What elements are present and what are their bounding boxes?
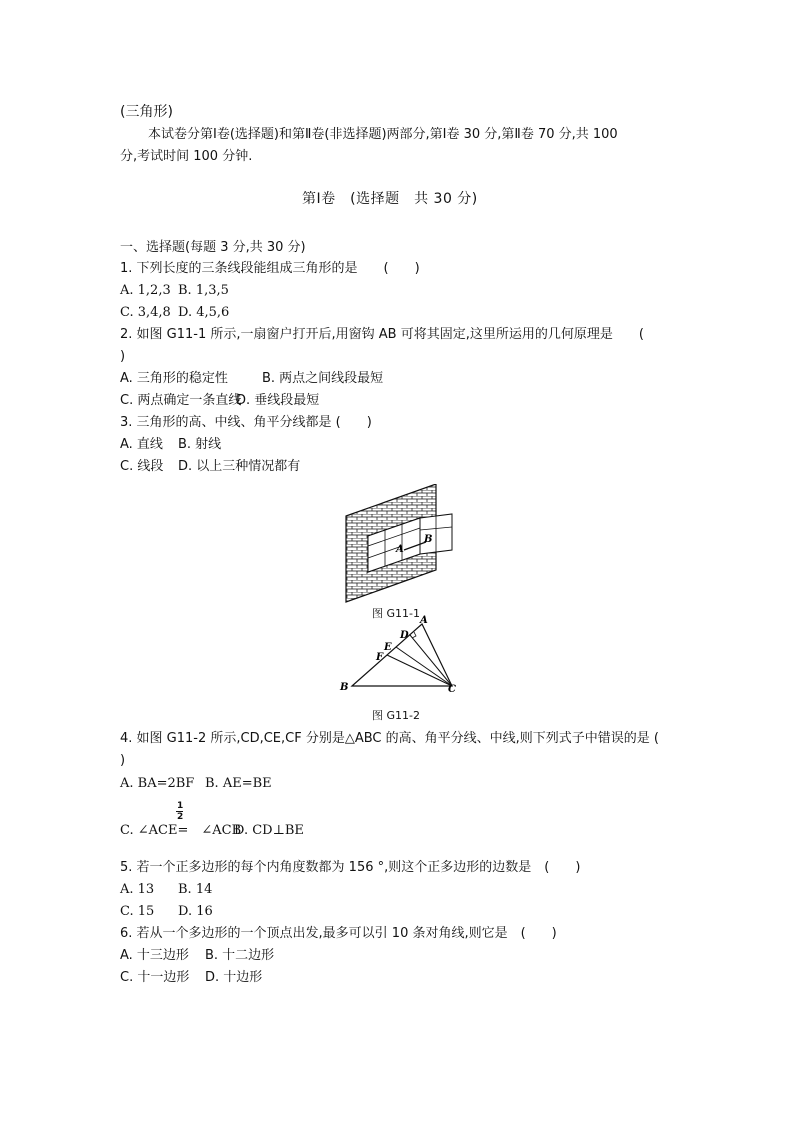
q4-stem: 4. 如图 G11-2 所示,CD,CE,CF 分别是△ABC 的高、角平分线、中线,则下列式子中错误的是 ( bbox=[120, 731, 659, 746]
q2-option-a: A. 三角形的稳定性 bbox=[120, 371, 228, 386]
figure-triangle bbox=[336, 614, 466, 696]
part1-title: 第Ⅰ卷 (选择题 共 30 分) bbox=[302, 191, 478, 207]
fig2-label-e: E bbox=[384, 642, 392, 653]
q5-option-d: D. 16 bbox=[178, 904, 213, 919]
fig2-label-c: C bbox=[448, 684, 456, 695]
fig2-label-f: F bbox=[376, 652, 384, 663]
fig2-caption: 图 G11-2 bbox=[372, 709, 420, 722]
q1-stem: 1. 下列长度的三条线段能组成三角形的是 ( ) bbox=[120, 261, 420, 276]
q2-option-b: B. 两点之间线段最短 bbox=[262, 371, 384, 386]
q2-option-d: D. 垂线段最短 bbox=[236, 393, 320, 408]
intro-line-2: 分,考试时间 100 分钟. bbox=[120, 149, 253, 164]
fig2-label-d: D bbox=[400, 630, 409, 641]
q4-option-c: C. ∠ACE= ∠ACB bbox=[120, 823, 242, 838]
q1-option-d: D. 4,5,6 bbox=[178, 305, 230, 320]
q4-option-b: B. AE=BE bbox=[205, 776, 272, 791]
fig1-label-a: A bbox=[396, 544, 404, 555]
fig1-caption: 图 G11-1 bbox=[372, 607, 420, 620]
q4-option-a: A. BA=2BF bbox=[120, 776, 195, 791]
q4-fraction-numerator: 1 bbox=[177, 801, 184, 811]
figure-window-wall bbox=[340, 484, 470, 604]
section1-heading: 一、选择题(每题 3 分,共 30 分) bbox=[120, 240, 306, 255]
q3-option-c: C. 线段 bbox=[120, 459, 164, 474]
q3-option-d: D. 以上三种情况都有 bbox=[178, 459, 301, 474]
segment-cf bbox=[387, 655, 452, 686]
q6-option-c: C. 十一边形 bbox=[120, 970, 190, 985]
fig2-label-b: B bbox=[340, 682, 349, 693]
q5-option-b: B. 14 bbox=[178, 882, 213, 897]
fig1-label-b: B bbox=[424, 534, 433, 545]
q6-option-d: D. 十边形 bbox=[205, 970, 263, 985]
q5-stem: 5. 若一个正多边形的每个内角度数都为 156 °,则这个正多边形的边数是 ( ) bbox=[120, 860, 581, 875]
q4-fraction-denominator: 2 bbox=[177, 812, 184, 822]
q2-stem-cont: ) bbox=[120, 349, 126, 364]
q4-option-d: D. CD⊥BE bbox=[234, 823, 304, 838]
fig2-label-a: A bbox=[420, 615, 428, 626]
q6-option-b: B. 十二边形 bbox=[205, 948, 275, 963]
doc-header: (三角形) bbox=[120, 104, 173, 120]
q2-stem: 2. 如图 G11-1 所示,一扇窗户打开后,用窗钩 AB 可将其固定,这里所运用的几何原理是 ( bbox=[120, 327, 644, 342]
q4-stem-cont: ) bbox=[120, 753, 126, 768]
q5-option-c: C. 15 bbox=[120, 904, 155, 919]
segment-ce bbox=[396, 647, 452, 686]
q1-option-c: C. 3,4,8 bbox=[120, 305, 171, 320]
intro-line-1: 本试卷分第Ⅰ卷(选择题)和第Ⅱ卷(非选择题)两部分,第Ⅰ卷 30 分,第Ⅱ卷 70 分,共 100 bbox=[148, 127, 618, 142]
q3-option-a: A. 直线 bbox=[120, 437, 163, 452]
q2-option-c: C. 两点确定一条直线 bbox=[120, 393, 242, 408]
q1-option-a: A. 1,2,3 bbox=[120, 283, 171, 298]
q6-stem: 6. 若从一个多边形的一个顶点出发,最多可以引 10 条对角线,则它是 ( ) bbox=[120, 926, 557, 941]
q5-option-a: A. 13 bbox=[120, 882, 155, 897]
q3-option-b: B. 射线 bbox=[178, 437, 222, 452]
q1-option-b: B. 1,3,5 bbox=[178, 283, 229, 298]
q3-stem: 3. 三角形的高、中线、角平分线都是 ( ) bbox=[120, 415, 372, 430]
q6-option-a: A. 十三边形 bbox=[120, 948, 189, 963]
